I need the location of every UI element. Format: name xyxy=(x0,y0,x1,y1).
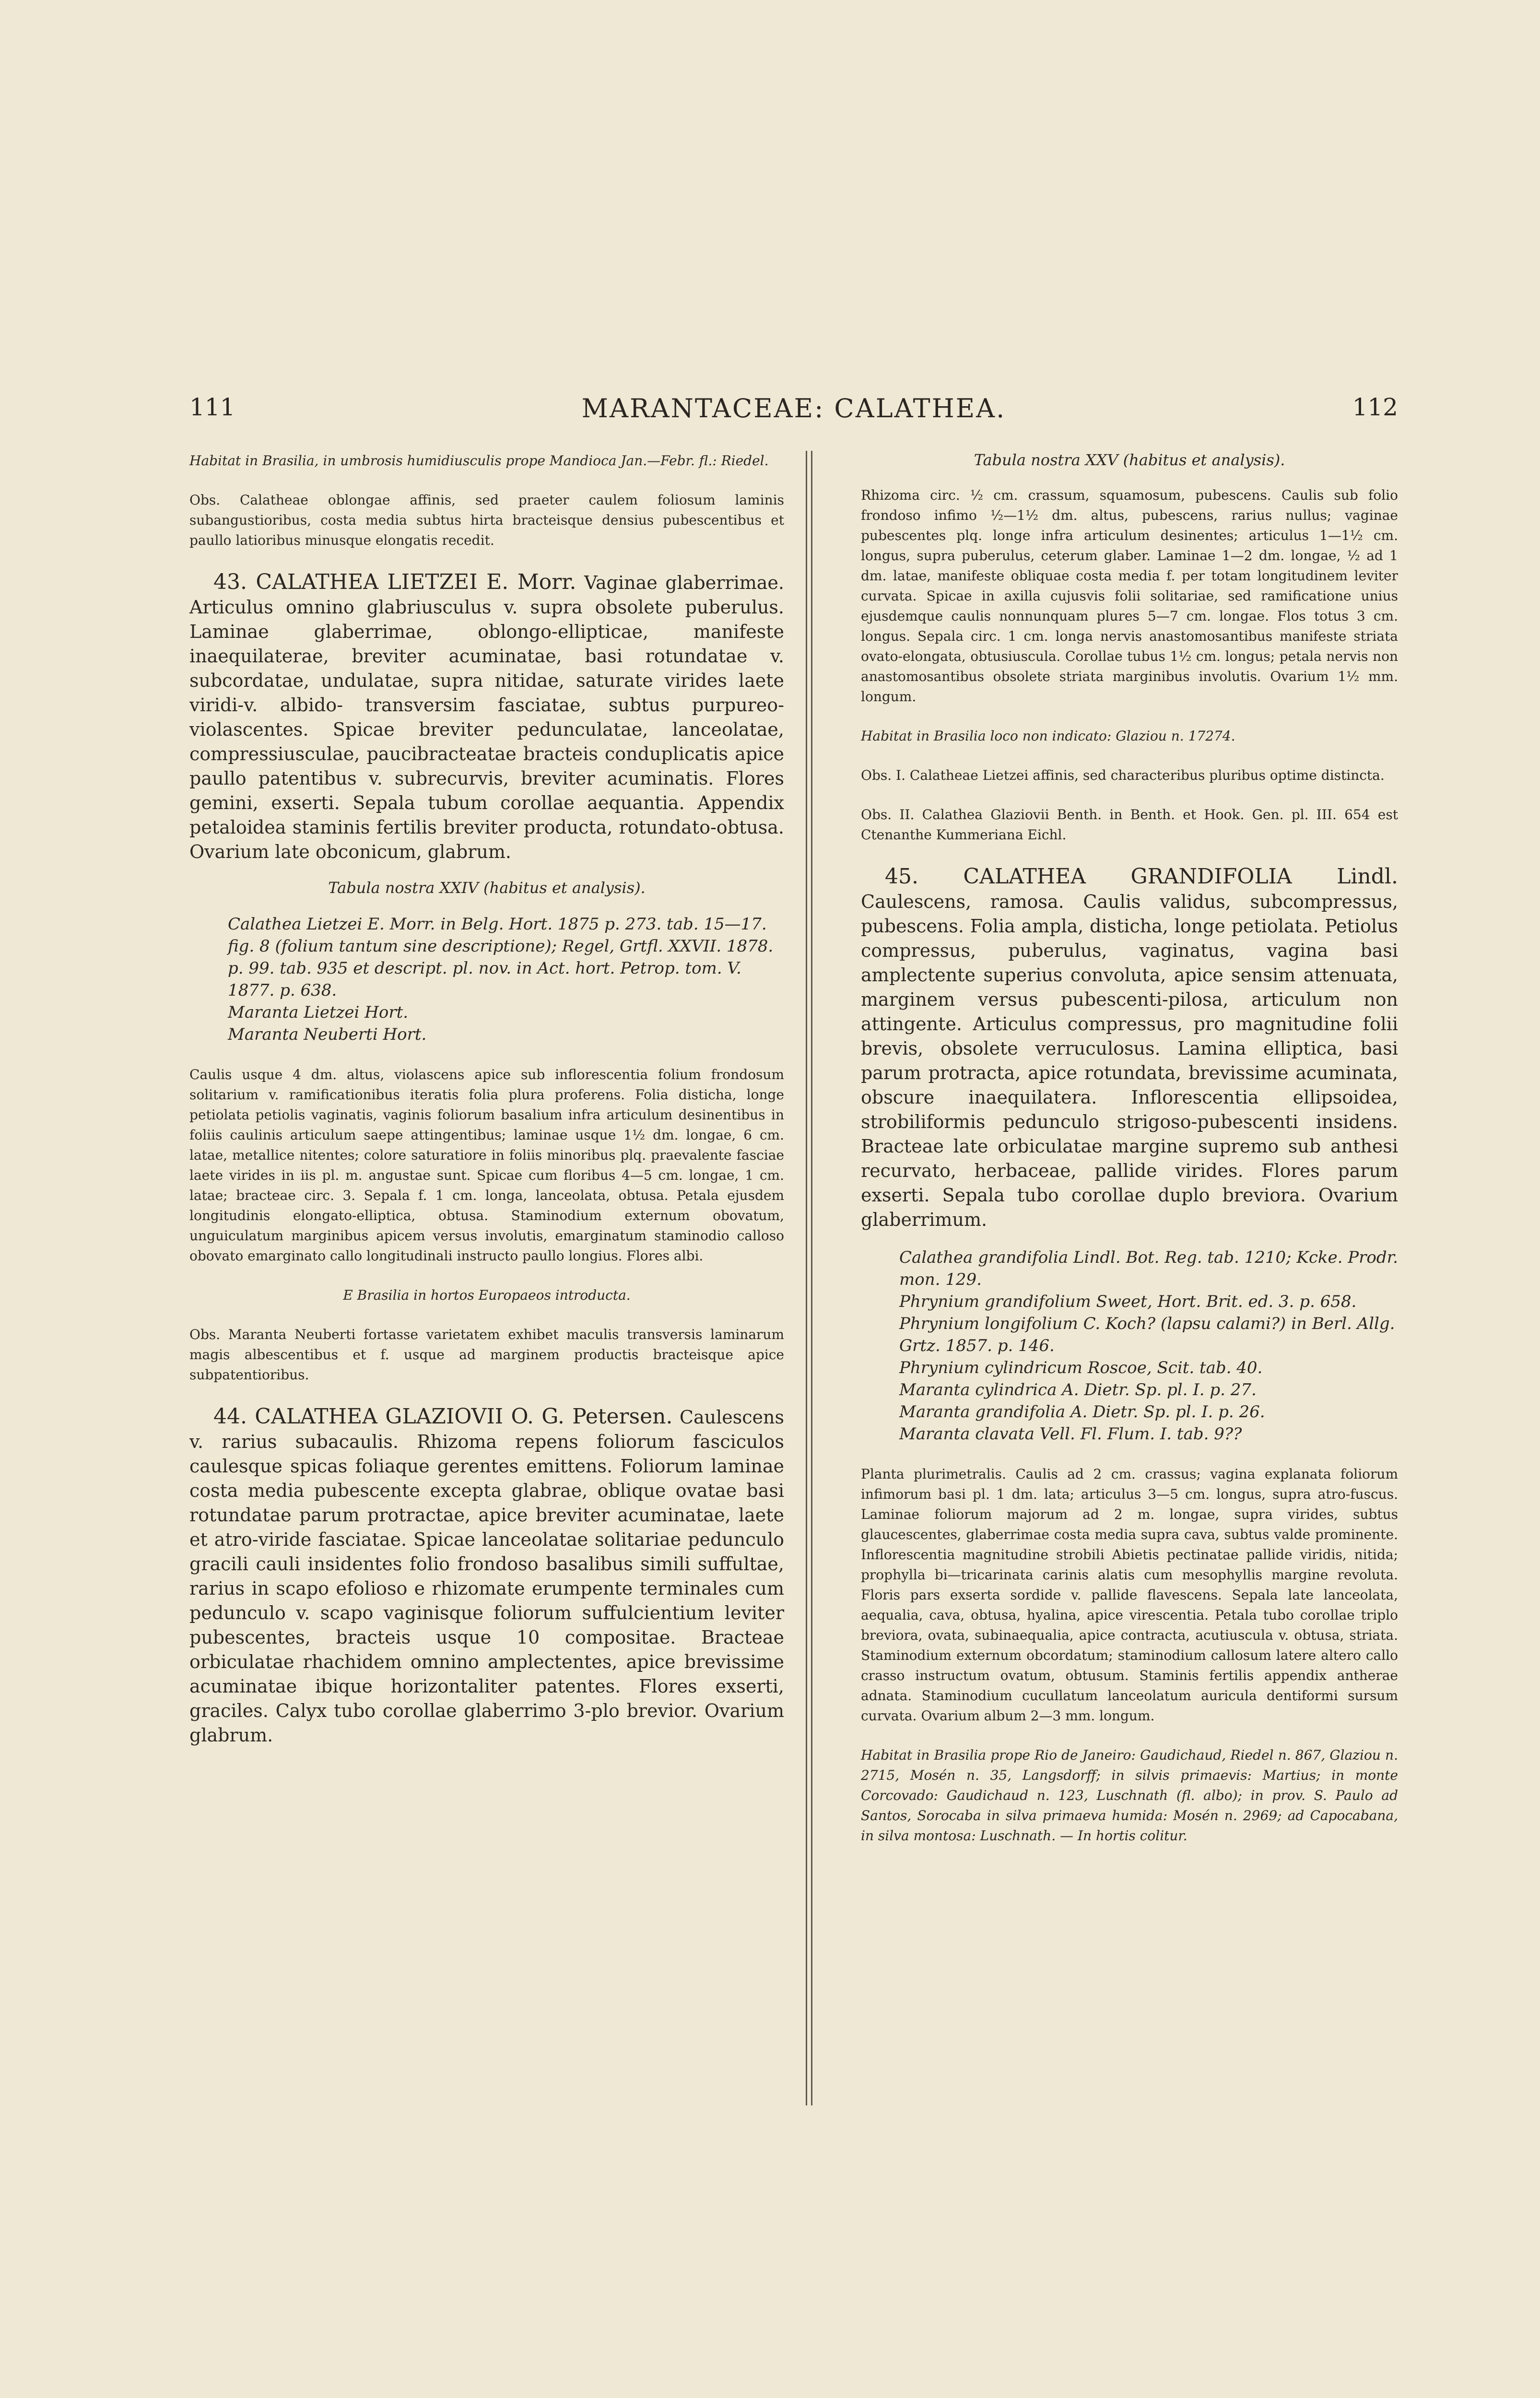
page-header xyxy=(189,393,1398,432)
species-44-heading: 44. CALATHEA GLAZIOVII O. G. Petersen. xyxy=(213,1404,673,1429)
species-44-text: Caulescens v. rarius subacaulis. Rhizoma repens foliorum fasciculos caulesque spicas foliaque gerentes emittens. Foliorum laminae costa media pubescente excepta glabrae, oblique ovatae basi rotundatae parum protractae, apice breviter acuminatae, laete et atro-viride fasciatae. Spicae lanceolatae solitariae pedunculo gracili cauli insidentes folio frondoso basalibus simili suffultae, rarius in scapo efolioso e rhizomate erumpente terminales cum pedunculo v. scapo vaginisque foliorum suffulcientium leviter pubescentes, bracteis usque 10 compositae. Bracteae orbiculatae rhachidem omnino amplectentes, apice brevissime acuminatae ibique horizontaliter patentes. Flores exserti, graciles. Calyx tubo corollae glaberrimo 3-plo brevior. Ovarium glabrum. xyxy=(189,1407,784,1746)
synonym-line: Phrynium cylindricum Roscoe, Scit. tab. 40. xyxy=(899,1358,1263,1377)
species-43-heading: 43. CALATHEA LIETZEI E. Morr. xyxy=(213,570,576,594)
species-44-observation-2: Obs. II. Calathea Glaziovii Benth. in Benth. et Hook. Gen. pl. III. 654 est Ctenanthe Kummeriana Eichl. xyxy=(861,807,1398,843)
species-43-synonyms xyxy=(189,913,784,1046)
species-45-detail: Planta plurimetralis. Caulis ad 2 cm. crassus; vagina explanata foliorum infimorum basi pl. 1 dm. lata; articulus 3—5 cm. longus, supra atro-fuscus. Laminae foliorum majorum ad 2 m. longae, supra virides, subtus glaucescentes, glaberrimae costa media supra cava, subtus valde prominente. Inflorescentia magnitudine strobili Abietis pectinatae pallide viridis, nitida; prophylla bi—tricarinata carinis alatis cum mesophyllis margine revoluta. Floris pars exserta sordide v. pallide flavescens. Sepala late lanceolata, aequalia, cava, obtusa, hyalina, apice virescentia. Petala tubo corollae triplo breviora, ovata, subinaequalia, apice contracta, acutiuscula v. obtusa, striata. Staminodium externum obcordatum; staminodium callosum latere altero callo crasso instructum ovatum, obtusum. Staminis fertilis appendix antherae adnata. Staminodium cucullatum lanceolatum auricula dentiformi sursum curvata. Ovarium album 2—3 mm. longum. xyxy=(861,1466,1398,1724)
species-44-plate-reference: Tabula nostra XXV (habitus et analysis). xyxy=(974,451,1285,469)
species-45-habitat: Habitat in Brasilia prope Rio de Janeiro: Gaudichaud, Riedel n. 867, Glaziou n. 2715, Mosén n. 35, Langsdorff; in silvis primaevis: Martius; in monte Corcovado: Gaudichaud n. 123, Luschnath (fl. albo); in prov. S. Paulo ad Santos, Sorocaba in silva primaeva humida: Mosén n. 2969; ad Capocabana, in silva montosa: Luschnath. — In hortis colitur. xyxy=(861,1747,1398,1844)
species-43-detail: Caulis usque 4 dm. altus, violascens apice sub inflorescentia folium frondosum solitarium v. ramificationibus iteratis folia plura proferens. Folia disticha, longe petiolata petiolis vaginatis, vaginis foliorum basalium infra articulum desinentibus in foliis caulinis articulum saepe attingentibus; laminae usque 1½ dm. longae, 6 cm. latae, metallice nitentes; colore saturatiore in foliis minoribus plq. praevalente fasciae laete virides in iis pl. m. angustae sunt. Spicae cum floribus 4—5 cm. longae, 1 cm. latae; bracteae circ. 3. Sepala f. 1 cm. longa, lanceolata, obtusa. Petala ejusdem longitudinis elongato-elliptica, obtusa. Staminodium externum obovatum, unguiculatum marginibus apicem versus involutis, emarginatum staminodio calloso obovato emarginato callo longitudinali instructo paullo longius. Flores albi. xyxy=(189,1067,784,1264)
left-column xyxy=(189,451,784,1762)
species-43-observation: Obs. Maranta Neuberti fortasse varietatem exhibet maculis transversis laminarum magis albescentibus et f. usque ad marginem productis bracteisque apice subpatentioribus. xyxy=(189,1327,784,1383)
synonym-line: Phrynium grandifolium Sweet, Hort. Brit. ed. 3. p. 658. xyxy=(899,1292,1357,1311)
right-column xyxy=(861,451,1398,1865)
species-45-description xyxy=(861,864,1398,1232)
synonym-line: Maranta Lietzei Hort. xyxy=(228,1003,409,1022)
species-45-synonyms xyxy=(861,1246,1398,1445)
synonym-line: Maranta Neuberti Hort. xyxy=(228,1025,427,1044)
previous-habitat: Habitat in Brasilia, in umbrosis humidiusculis prope Mandioca Jan.—Febr. fl.: Riedel. xyxy=(189,453,769,469)
species-43-text: Vaginae glaberrimae. Articulus omnino glabriusculus v. supra obsolete puberulus. Laminae glaberrimae, oblongo-ellipticae, manifeste inaequilaterae, breviter acuminatae, basi rotundatae v. subcordatae, undulatae, supra nitidae, saturate virides laete viridi-v. albido- transversim fasciatae, subtus purpureo-violascentes. Spicae breviter pedunculatae, lanceolatae, compressiusculae, paucibracteatae bracteis conduplicatis apice paullo patentibus v. subrecurvis, breviter acuminatis. Flores gemini, exserti. Sepala tubum corollae aequantia. Appendix petaloidea staminis fertilis breviter producta, rotundato-obtusa. Ovarium late obconicum, glabrum. xyxy=(189,572,784,862)
synonym-line: Calathea Lietzei E. Morr. in Belg. Hort. 1875 p. 273. tab. 15—17. fig. 8 (folium tantum sine descriptione); Regel, Grtfl. XXVII. 1878. p. 99. tab. 935 et descript. pl. nov. in Act. hort. Petrop. tom. V. 1877. p. 638. xyxy=(228,915,774,1000)
page-number-right: 112 xyxy=(1352,393,1398,421)
column-divider xyxy=(806,451,812,2105)
species-44-habitat: Habitat in Brasilia loco non indicato: Glaziou n. 17274. xyxy=(861,728,1235,744)
running-title: MARANTACEAE: CALATHEA. xyxy=(581,393,1006,423)
page-number-left: 111 xyxy=(189,393,235,421)
species-43-plate-reference: Tabula nostra XXIV (habitus et analysis). xyxy=(328,879,646,897)
species-44-description xyxy=(189,1404,784,1748)
species-44-observation-1: Obs. I. Calatheae Lietzei affinis, sed characteribus pluribus optime distincta. xyxy=(861,767,1385,783)
synonym-line: Maranta grandifolia A. Dietr. Sp. pl. I. p. 26. xyxy=(899,1402,1265,1422)
species-43-habitat: E Brasilia in hortos Europaeos introducta. xyxy=(343,1287,631,1303)
synonym-line: Maranta clavata Vell. Fl. Flum. I. tab. 9?? xyxy=(899,1424,1242,1444)
species-45-text: Caulescens, ramosa. Caulis validus, subcompressus, pubescens. Folia ampla, disticha, longe petiolata. Petiolus compressus, puberulus, vaginatus, vagina basi amplectente superius convoluta, apice sensim attenuata, marginem versus pubescenti-pilosa, articulum non attingente. Articulus compressus, pro magnitudine folii brevis, obsolete verruculosus. Lamina elliptica, basi parum protracta, apice rotundata, brevissime acuminata, obscure inaequilatera. Inflorescentia ellipsoidea, strobiliformis pedunculo strigoso-pubescenti insidens. Bracteae late orbiculatae margine supremo sub anthesi recurvato, herbaceae, pallide virides. Flores parum exserti. Sepala tubo corollae duplo breviora. Ovarium glaberrimum. xyxy=(861,891,1398,1230)
synonym-line: Phrynium longifolium C. Koch? (lapsu calami?) in Berl. Allg. Grtz. 1857. p. 146. xyxy=(899,1314,1395,1355)
synonym-line: Calathea grandifolia Lindl. Bot. Reg. tab. 1210; Kcke. Prodr. mon. 129. xyxy=(899,1248,1398,1289)
species-45-heading: 45. CALATHEA GRANDIFOLIA Lindl. xyxy=(885,864,1398,889)
synonym-line: Maranta cylindrica A. Dietr. Sp. pl. I. p. 27. xyxy=(899,1380,1257,1399)
species-44-detail: Rhizoma circ. ½ cm. crassum, squamosum, pubescens. Caulis sub folio frondoso infimo ½—1½ dm. altus, pubescens, rarius nullus; vaginae pubescentes plq. longe infra articulum desinentes; articulus 1—1½ cm. longus, supra puberulus, ceterum glaber. Laminae 1—2 dm. longae, ½ ad 1 dm. latae, manifeste obliquae costa media f. per totam longitudinem leviter curvata. Spicae in axilla cujusvis folii solitariae, sed ramificatione unius ejusdemque caulis nonnunquam plures 5—7 cm. longae. Flos totus 3 cm. longus. Sepala circ. 1 cm. longa nervis anastomosantibus manifeste striata ovato-elongata, obtusiuscula. Corollae tubus 1½ cm. longus; petala nervis non anastomosantibus obsolete striata marginibus involutis. Ovarium 1½ mm. longum. xyxy=(861,487,1398,705)
previous-observation: Obs. Calatheae oblongae affinis, sed praeter caulem foliosum laminis subangustioribus, costa media subtus hirta bracteisque densius pubescentibus et paullo latioribus minusque elongatis recedit. xyxy=(189,492,784,548)
species-43-description xyxy=(189,570,784,864)
